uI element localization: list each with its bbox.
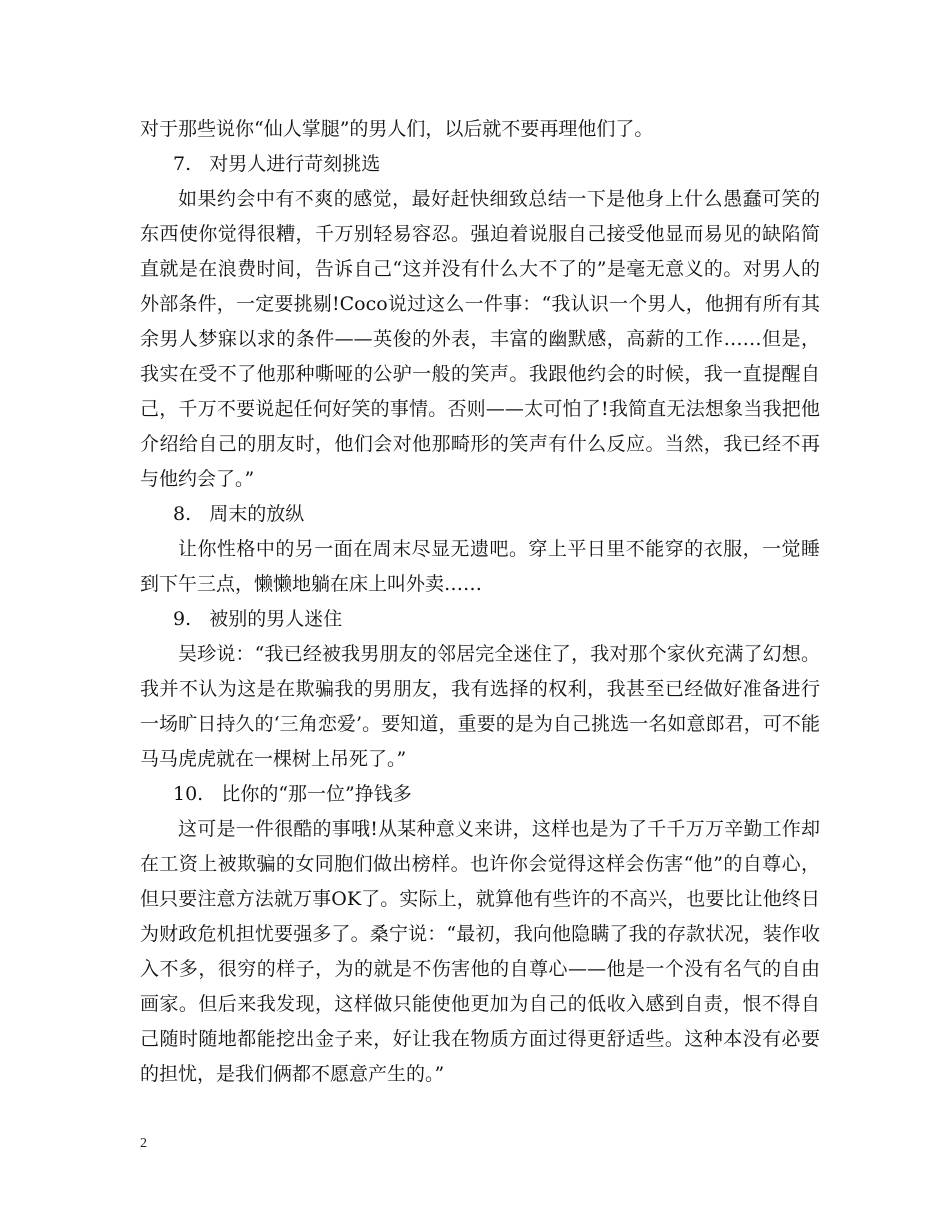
section-heading-7: 7. 对男人进行苛刻挑选 <box>173 153 381 175</box>
section-heading-8: 8. 周末的放纵 <box>173 503 305 525</box>
paragraph-section-10: 这可是一件很酷的事哦!从某种意义来讲，这样也是为了千千万万辛勤工作却在工资上被欺骗的女同胞们做出榜样。也许你会觉得这样会伤害“他”的自尊心，但只要注意方法就万事OK了。实际上，就算他有些许的不高兴，也要比让他终日为财政危机担忧要强多了。桑宁说：“最初，我向他隐瞒了我的存款状况，装作收入不多，很穷的样子，为的就是不伤害他的自尊心——他是一个没有名气的自由画家。但后来我发现，这样做只能使他更加为自己的低收入感到自责，恨不得自己随时随地都能挖出金子来，好让我在物质方面过得更舒适些。这种本没有必要的担忧，是我们俩都不愿意产生的。” <box>140 818 820 1085</box>
paragraph-section-7: 如果约会中有不爽的感觉，最好赶快细致总结一下是他身上什么愚蠢可笑的东西使你觉得很糟，千万别轻易容忍。强迫着说服自己接受他显而易见的缺陷简直就是在浪费时间，告诉自己“这并没有什么大不了的”是毫无意义的。对男人的外部条件，一定要挑剔!Coco说过这么一件事：“我认识一个男人，他拥有所有其余男人梦寐以求的条件——英俊的外表，丰富的幽默感，高薪的工作……但是，我实在受不了他那种嘶哑的公驴一般的笑声。我跟他约会的时候，我一直提醒自己，千万不要说起任何好笑的事情。否则——太可怕了!我简直无法想象当我把他介绍给自己的朋友时，他们会对他那畸形的笑声有什么反应。当然，我已经不再与他约会了。” <box>140 188 820 490</box>
paragraph-continuation: 对于那些说你“仙人掌腿”的男人们，以后就不要再理他们了。 <box>140 118 654 140</box>
page-number: 2 <box>140 1136 147 1151</box>
section-heading-9: 9. 被别的男人迷住 <box>173 608 343 630</box>
paragraph-section-8: 让你性格中的另一面在周末尽显无遗吧。穿上平日里不能穿的衣服，一觉睡到下午三点，懒懒地躺在床上叫外卖…… <box>140 538 820 595</box>
paragraph-section-9: 吴珍说：“我已经被我男朋友的邻居完全迷住了，我对那个家伙充满了幻想。我并不认为这是在欺骗我的男朋友，我有选择的权利，我甚至已经做好准备进行一场旷日持久的‘三角恋爱’。要知道，重要的是为自己挑选一名如意郎君，可不能马马虎虎就在一棵树上吊死了。” <box>140 643 820 770</box>
page-body <box>140 112 820 1092</box>
section-heading-10: 10. 比你的“那一位”挣钱多 <box>173 783 412 805</box>
